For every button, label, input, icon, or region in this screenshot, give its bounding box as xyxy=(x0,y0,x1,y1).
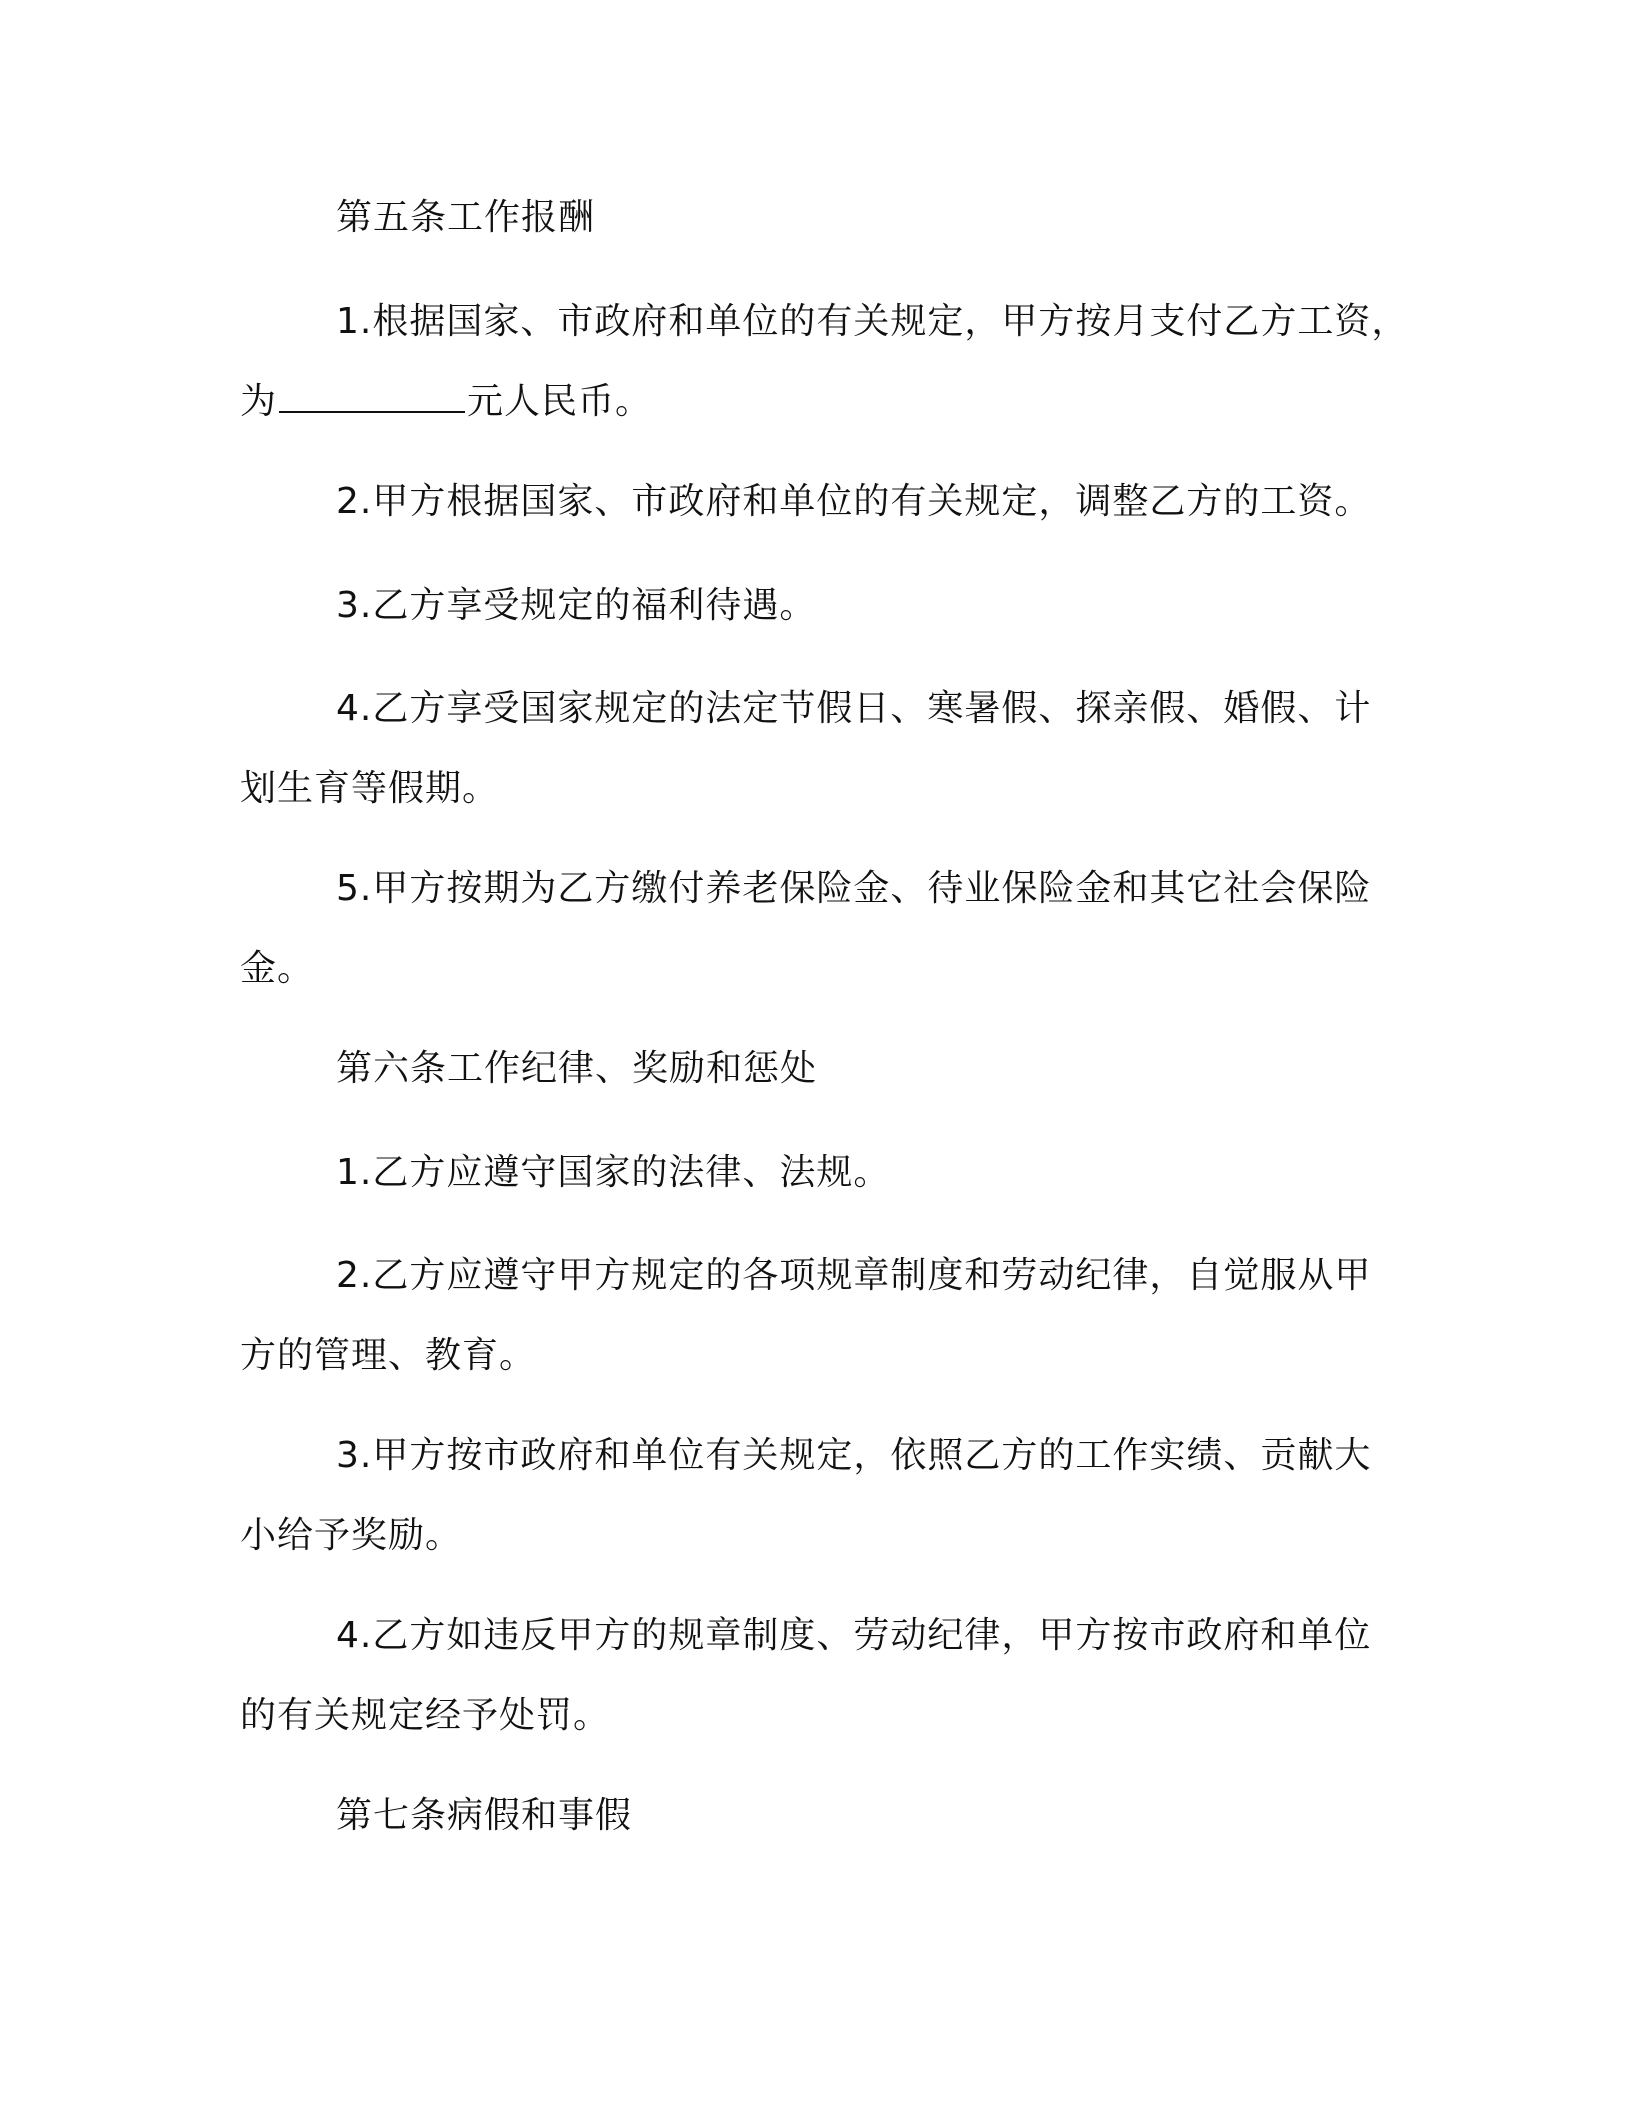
heading-text: 第五条工作报酬 xyxy=(336,197,596,238)
item1-line2 xyxy=(240,362,1392,442)
article5-item1 xyxy=(240,282,1409,442)
item2-text: 2.甲方根据国家、市政府和单位的有关规定，调整乙方的工资。 xyxy=(336,481,1372,522)
article5-item3 xyxy=(240,566,1392,646)
item1-line1: 1.根据国家、市政府和单位的有关规定，甲方按月支付乙方工资， xyxy=(336,301,1409,342)
item2-line2: 方的管理、教育。 xyxy=(240,1335,537,1376)
item1-text: 1.乙方应遵守国家的法律、法规。 xyxy=(336,1152,891,1193)
item4-line2: 划生育等假期。 xyxy=(240,768,500,809)
document-page xyxy=(240,0,1409,2112)
item5-line1: 5.甲方按期为乙方缴付养老保险金、待业保险金和其它社会保险 xyxy=(336,868,1372,909)
item3-line1: 3.甲方按市政府和单位有关规定，依照乙方的工作实绩、贡献大 xyxy=(336,1435,1372,1476)
article6-item1 xyxy=(240,1133,1392,1213)
article5-item2 xyxy=(240,462,1392,542)
item2-line1: 2.乙方应遵守甲方规定的各项规章制度和劳动纪律，自觉服从甲 xyxy=(336,1255,1372,1296)
article6-item3 xyxy=(240,1416,1392,1576)
item5-line2: 金。 xyxy=(240,948,315,989)
item4-line2: 的有关规定经予处罚。 xyxy=(240,1695,611,1736)
salary-prefix: 为 xyxy=(240,381,278,422)
article7-heading xyxy=(240,1776,1392,1856)
item4-line1: 4.乙方享受国家规定的法定节假日、寒暑假、探亲假、婚假、计 xyxy=(336,688,1372,729)
item3-line2: 小给予奖励。 xyxy=(240,1515,463,1556)
article6-item2 xyxy=(240,1236,1392,1396)
article5-item4 xyxy=(240,669,1392,829)
item4-line1: 4.乙方如违反甲方的规章制度、劳动纪律，甲方按市政府和单位 xyxy=(336,1615,1372,1656)
salary-suffix: 元人民币。 xyxy=(467,381,653,422)
item3-text: 3.乙方享受规定的福利待遇。 xyxy=(336,585,817,626)
salary-amount-blank xyxy=(279,381,465,413)
article5-item5 xyxy=(240,849,1392,1009)
heading-text: 第七条病假和事假 xyxy=(336,1795,633,1836)
article6-item4 xyxy=(240,1596,1392,1756)
article6-heading xyxy=(240,1029,1392,1109)
heading-text: 第六条工作纪律、奖励和惩处 xyxy=(336,1048,818,1089)
article5-heading xyxy=(240,178,1392,258)
